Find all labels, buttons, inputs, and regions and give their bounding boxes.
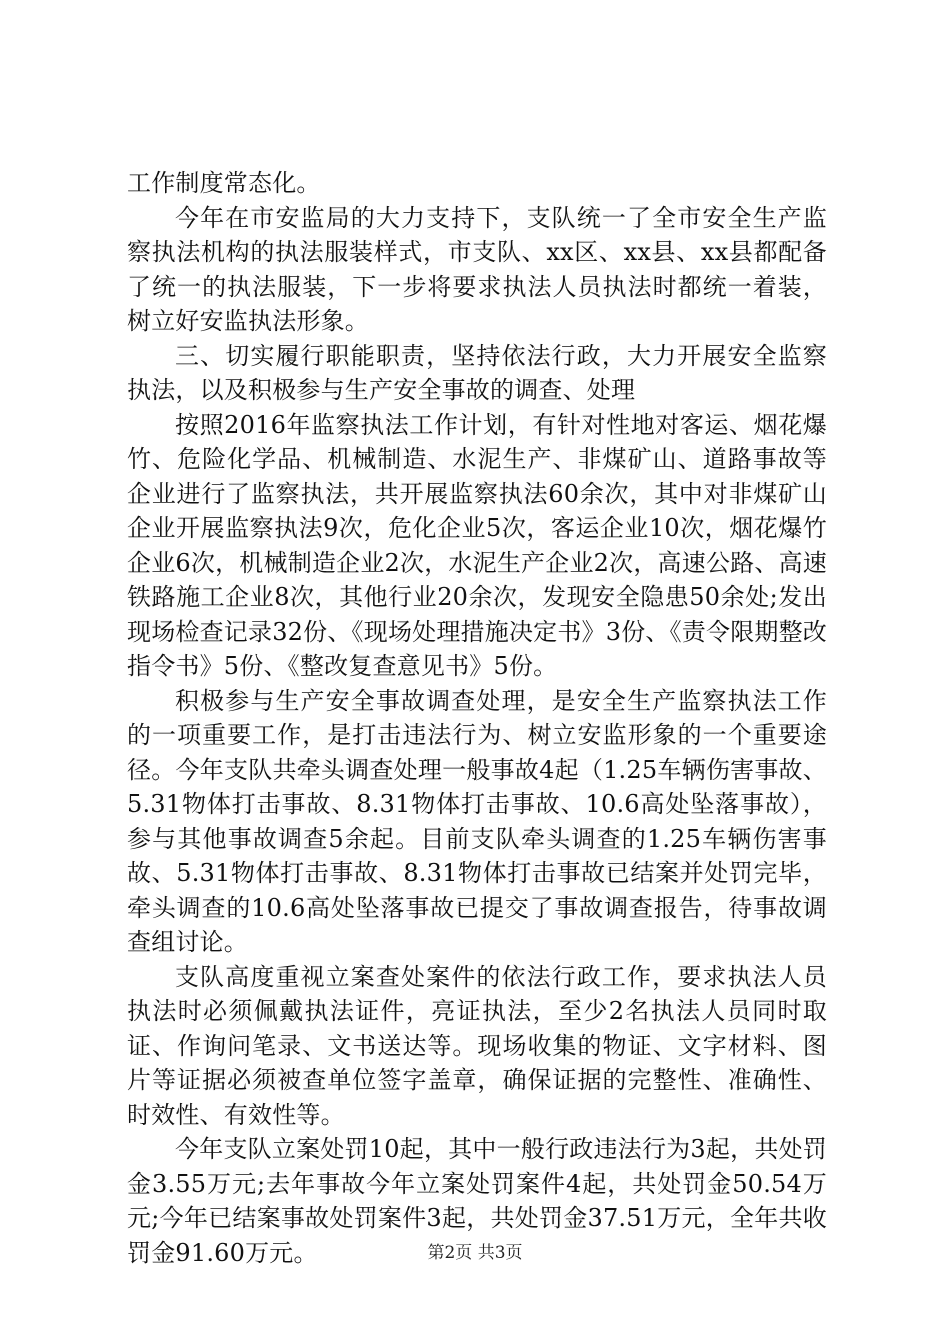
- paragraph-uniform: 今年在市安监局的大力支持下，支队统一了全市安全生产监察执法机构的执法服装样式，市支队、xx区、xx县、xx县都配备了统一的执法服装，下一步将要求执法人员执法时都统一着装，树立好安监执法形象。: [127, 203, 827, 335]
- paragraph-inspection: 按照2016年监察执法工作计划，有针对性地对客运、烟花爆竹、危险化学品、机械制造、水泥生产、非煤矿山、道路事故等企业进行了监察执法，共开展监察执法60余次，其中对非煤矿山企业开展监察执法9次，危化企业5次，客运企业10次，烟花爆竹企业6次，机械制造企业2次，水泥生产企业2次，高速公路、高速铁路施工企业8次，其他行业20余次，发现安全隐患50余处;发出现场检查记录32份、《现场处理措施决定书》3份、《责令限期整改指令书》5份、《整改复查意见书》5份。: [127, 410, 828, 680]
- section-heading: 三、切实履行职能职责，坚持依法行政，大力开展安全监察执法，以及积极参与生产安全事故的调查、处理: [127, 341, 827, 404]
- paragraph-penalties: 今年支队立案处罚10起，其中一般行政违法行为3起，共处罚金3.55万元;去年事故今年立案处罚案件4起，共处罚金50.54万元;今年已结案事故处罚案件3起，共处罚金37.51万元，全年共收罚金91.60万元。: [127, 1135, 827, 1267]
- paragraph-accident-investigation: 积极参与生产安全事故调查处理，是安全生产监察执法工作的一项重要工作，是打击违法行为、树立安监形象的一个重要途径。今年支队共牵头调查处理一般事故4起（1.25车辆伤害事故、5.31物体打击事故、8.31物体打击事故、10.6高处坠落事故），参与其他事故调查5余起。目前支队牵头调查的1.25车辆伤害事故、5.31物体打击事故、8.31物体打击事故已结案并处罚完毕，牵头调查的10.6高处坠落事故已提交了事故调查报告，待事故调查组讨论。: [127, 686, 827, 956]
- document-body: [127, 166, 827, 1270]
- paragraph-case-handling: 支队高度重视立案查处案件的依法行政工作，要求执法人员执法时必须佩戴执法证件，亮证执法，至少2名执法人员同时取证、作询问笔录、文书送达等。现场收集的物证、文字材料、图片等证据必须被查单位签字盖章，确保证据的完整性、准确性、时效性、有效性等。: [127, 962, 827, 1129]
- page-number: 第2页 共3页: [427, 1243, 523, 1263]
- paragraph-continuation: 工作制度常态化。: [127, 169, 321, 197]
